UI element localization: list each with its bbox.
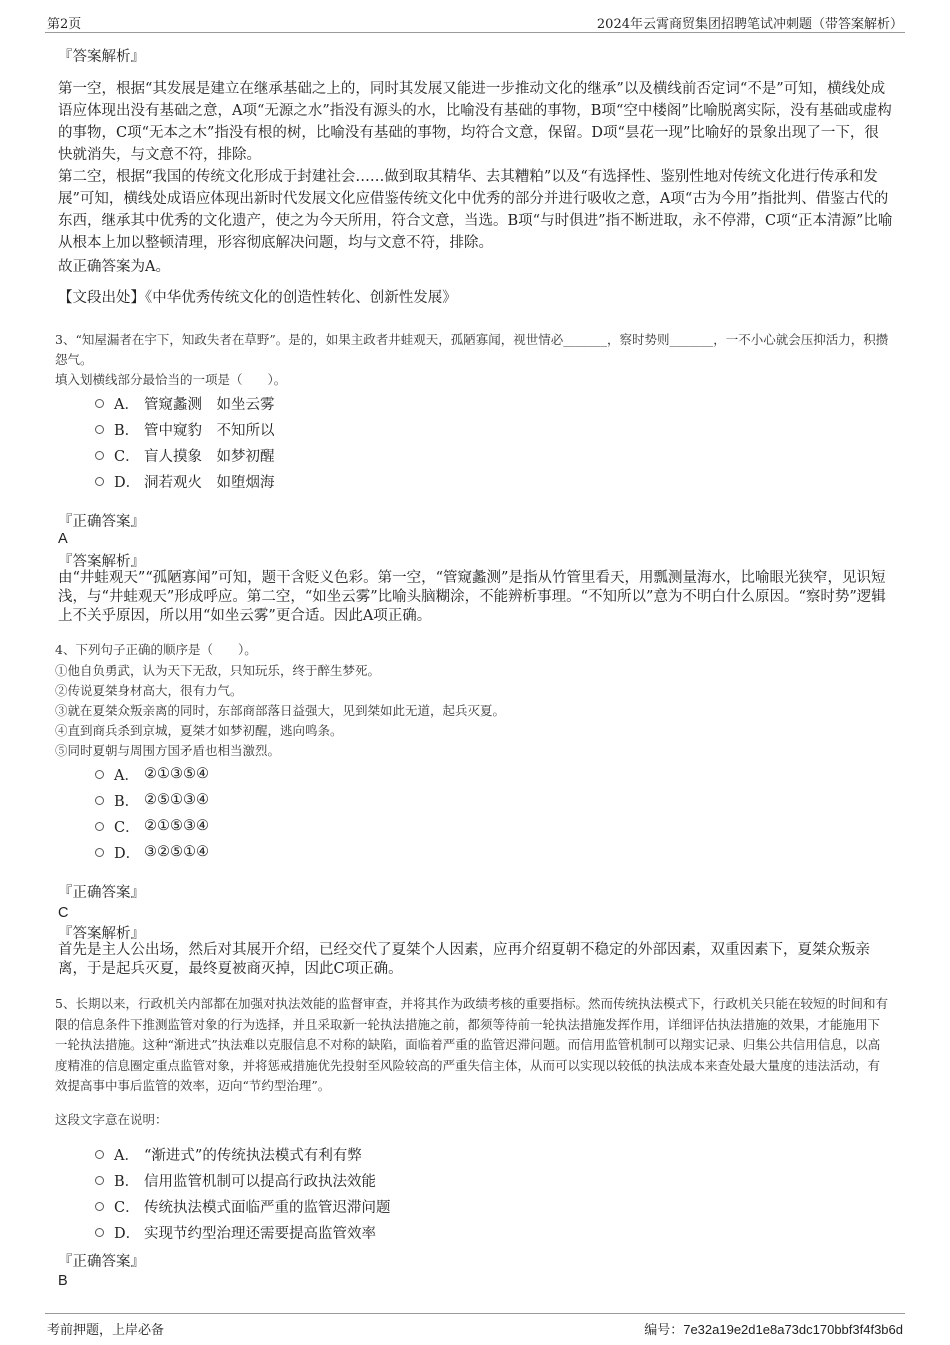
q5-option-b[interactable]: B． 信用监管机制可以提高行政执法效能 xyxy=(95,1167,391,1193)
page-header xyxy=(45,10,905,33)
q4-analysis-label: 『答案解析』 xyxy=(58,926,145,942)
q5-option-d[interactable]: D． 实现节约型治理还需要提高监管效率 xyxy=(95,1219,391,1245)
radio-icon[interactable] xyxy=(95,848,104,857)
footer-slogan: 考前押题，上岸必备 xyxy=(47,1323,165,1338)
q3-option-b[interactable]: B． 管中窥豹 不知所以 xyxy=(95,416,275,442)
q4-sentence: ①他自负勇武，认为天下无敌，只知玩乐，终于醉生梦死。 xyxy=(55,663,381,678)
q3-options xyxy=(95,390,275,494)
radio-icon[interactable] xyxy=(95,796,104,805)
q4-options xyxy=(95,761,209,865)
q3-answer: A xyxy=(58,531,68,547)
q3-analysis: 由“井蛙观天”“孤陋寡闻”可知，题干含贬义色彩。第一空，“管窥蠡测”是指从竹管里看天，用瓢测量海水，比喻眼光狭窄，见识短浅，与“井蛙观天”形成呼应。第二空，“如坐云雾”比喻头脑糊涂，不能辨析事理。“不知所以”意为不明白什么原因。“察时势”逻辑上不关乎原因，所以用“如坐云雾”更合适。因此A项正确。 xyxy=(58,570,886,624)
radio-icon[interactable] xyxy=(95,1150,104,1159)
q4-sentence: ⑤同时夏朝与周围方国矛盾也相当激烈。 xyxy=(55,743,281,758)
q3-option-a[interactable]: A． 管窥蠡测 如坐云雾 xyxy=(95,390,275,416)
q4-sentences xyxy=(55,661,890,761)
q4-stem: 4、下列句子正确的顺序是（ ）。 xyxy=(55,642,257,657)
q5-option-a[interactable]: A． “渐进式”的传统执法模式有利有弊 xyxy=(95,1141,391,1167)
radio-icon[interactable] xyxy=(95,822,104,831)
radio-icon[interactable] xyxy=(95,425,104,434)
q2-analysis-para2: 第二空，根据“我国的传统文化形成于封建社会……做到取其精华、去其糟粕”以及“有选择性、鉴别性地对传统文化进行传承和发展”可知，横线处成语应体现出新时代发展文化应借鉴传统文化中优秀的部分并进行吸收之意，A项“古为今用”指批判、借鉴古代的东西，继承其中优秀的文化遗产，使之为今天所用，符合文意，当选。B项“与时俱进”指不断进取，永不停滞，C项“正本清源”比喻从根本上加以整顿清理，形容彻底解决问题，均与文意不符，排除。 xyxy=(58,169,893,251)
radio-icon[interactable] xyxy=(95,770,104,779)
document-title: 2024年云霄商贸集团招聘笔试冲刺题（带答案解析） xyxy=(596,17,903,32)
q4-option-d[interactable]: D． ③②⑤①④ xyxy=(95,839,209,865)
q5-correct-label: 『正确答案』 xyxy=(58,1254,145,1270)
q3-analysis-label: 『答案解析』 xyxy=(58,554,145,570)
page-footer xyxy=(45,1313,905,1336)
q4-option-c[interactable]: C． ②①⑤③④ xyxy=(95,813,209,839)
radio-icon[interactable] xyxy=(95,477,104,486)
radio-icon[interactable] xyxy=(95,399,104,408)
q2-source: 【文段出处】《中华优秀传统文化的创造性转化、创新性发展》 xyxy=(58,290,457,306)
q4-sentence: ③就在夏桀众叛亲离的同时，东部商部落日益强大，见到桀如此无道，起兵灭夏。 xyxy=(55,703,506,718)
q3-option-d[interactable]: D． 洞若观火 如堕烟海 xyxy=(95,468,275,494)
q4-analysis: 首先是主人公出场，然后对其展开介绍，已经交代了夏桀个人因素，应再介绍夏朝不稳定的外部因素，双重因素下，夏桀众叛亲离，于是起兵灭夏，最终夏被商灭掉，因此C项正确。 xyxy=(58,942,870,977)
q5-instruction: 这段文字意在说明： xyxy=(55,1112,168,1127)
q4-sentence: ②传说夏桀身材高大，很有力气。 xyxy=(55,683,243,698)
document-id: 编号：7e32a19e2d1e8a73dc170bbf3f4f3b6d xyxy=(644,1322,903,1337)
q5-answer: B xyxy=(58,1273,68,1289)
radio-icon[interactable] xyxy=(95,1202,104,1211)
radio-icon[interactable] xyxy=(95,451,104,460)
q4-sentence: ④直到商兵杀到京城，夏桀才如梦初醒，逃向鸣条。 xyxy=(55,723,343,738)
q3-option-c[interactable]: C． 盲人摸象 如梦初醒 xyxy=(95,442,275,468)
q2-analysis-label: 『答案解析』 xyxy=(58,49,145,65)
q5-stem: 5、长期以来，行政机关内部都在加强对执法效能的监督审查，并将其作为政绩考核的重要指标。然而传统执法模式下，行政机关只能在较短的时间和有限的信息条件下推测监管对象的行为选择，并且采取新一轮执法措施之前，都须等待前一轮执法措施发挥作用，详细评估执法措施的效果，才能施用下一轮执法措施。这种“渐进式”执法难以克服信息不对称的缺陷，面临着严重的监管迟滞问题。而信用监管机制可以翔实记录、归集公共信用信息，以高度精准的信息圈定重点监管对象，并将惩戒措施优先投射至风险较高的严重失信主体，从而可以实现以较低的执法成本来查处最大量度的违法活动，有效提高事中事后监管的效率，迈向“节约型治理”。 xyxy=(55,996,888,1093)
q4-option-a[interactable]: A． ②①③⑤④ xyxy=(95,761,209,787)
q2-conclusion: 故正确答案为A。 xyxy=(58,259,170,275)
q5-option-c[interactable]: C． 传统执法模式面临严重的监管迟滞问题 xyxy=(95,1193,391,1219)
radio-icon[interactable] xyxy=(95,1228,104,1237)
q3-correct-label: 『正确答案』 xyxy=(58,514,145,530)
q4-option-b[interactable]: B． ②⑤①③④ xyxy=(95,787,209,813)
page-number: 第2页 xyxy=(47,17,82,32)
q4-answer: C xyxy=(58,905,69,921)
q3-instruction: 填入划横线部分最恰当的一项是（ ）。 xyxy=(55,372,287,387)
q2-analysis-para1: 第一空，根据“其发展是建立在继承基础之上的，同时其发展又能进一步推动文化的继承”以及横线前否定词“不是”可知，横线处成语应体现出没有基础之意，A项“无源之水”指没有源头的水，比喻没有基础的事物，B项“空中楼阁”比喻脱离实际，没有基础或虚构的事物，C项“无本之木”指没有根的树，比喻没有基础的事物，均符合文意，保留。D项“昙花一现”比喻好的景象出现了一下，很快就消失，与文意不符，排除。 xyxy=(58,81,892,163)
q4-correct-label: 『正确答案』 xyxy=(58,885,145,901)
radio-icon[interactable] xyxy=(95,1176,104,1185)
q5-options xyxy=(95,1141,391,1245)
q3-stem: 3、“知屋漏者在宇下，知政失者在草野”。是的，如果主政者井蛙观天，孤陋寡闻，视世情必_______，察时势则_______，一不小心就会压抑活力，积攒怨气。 xyxy=(55,332,889,367)
